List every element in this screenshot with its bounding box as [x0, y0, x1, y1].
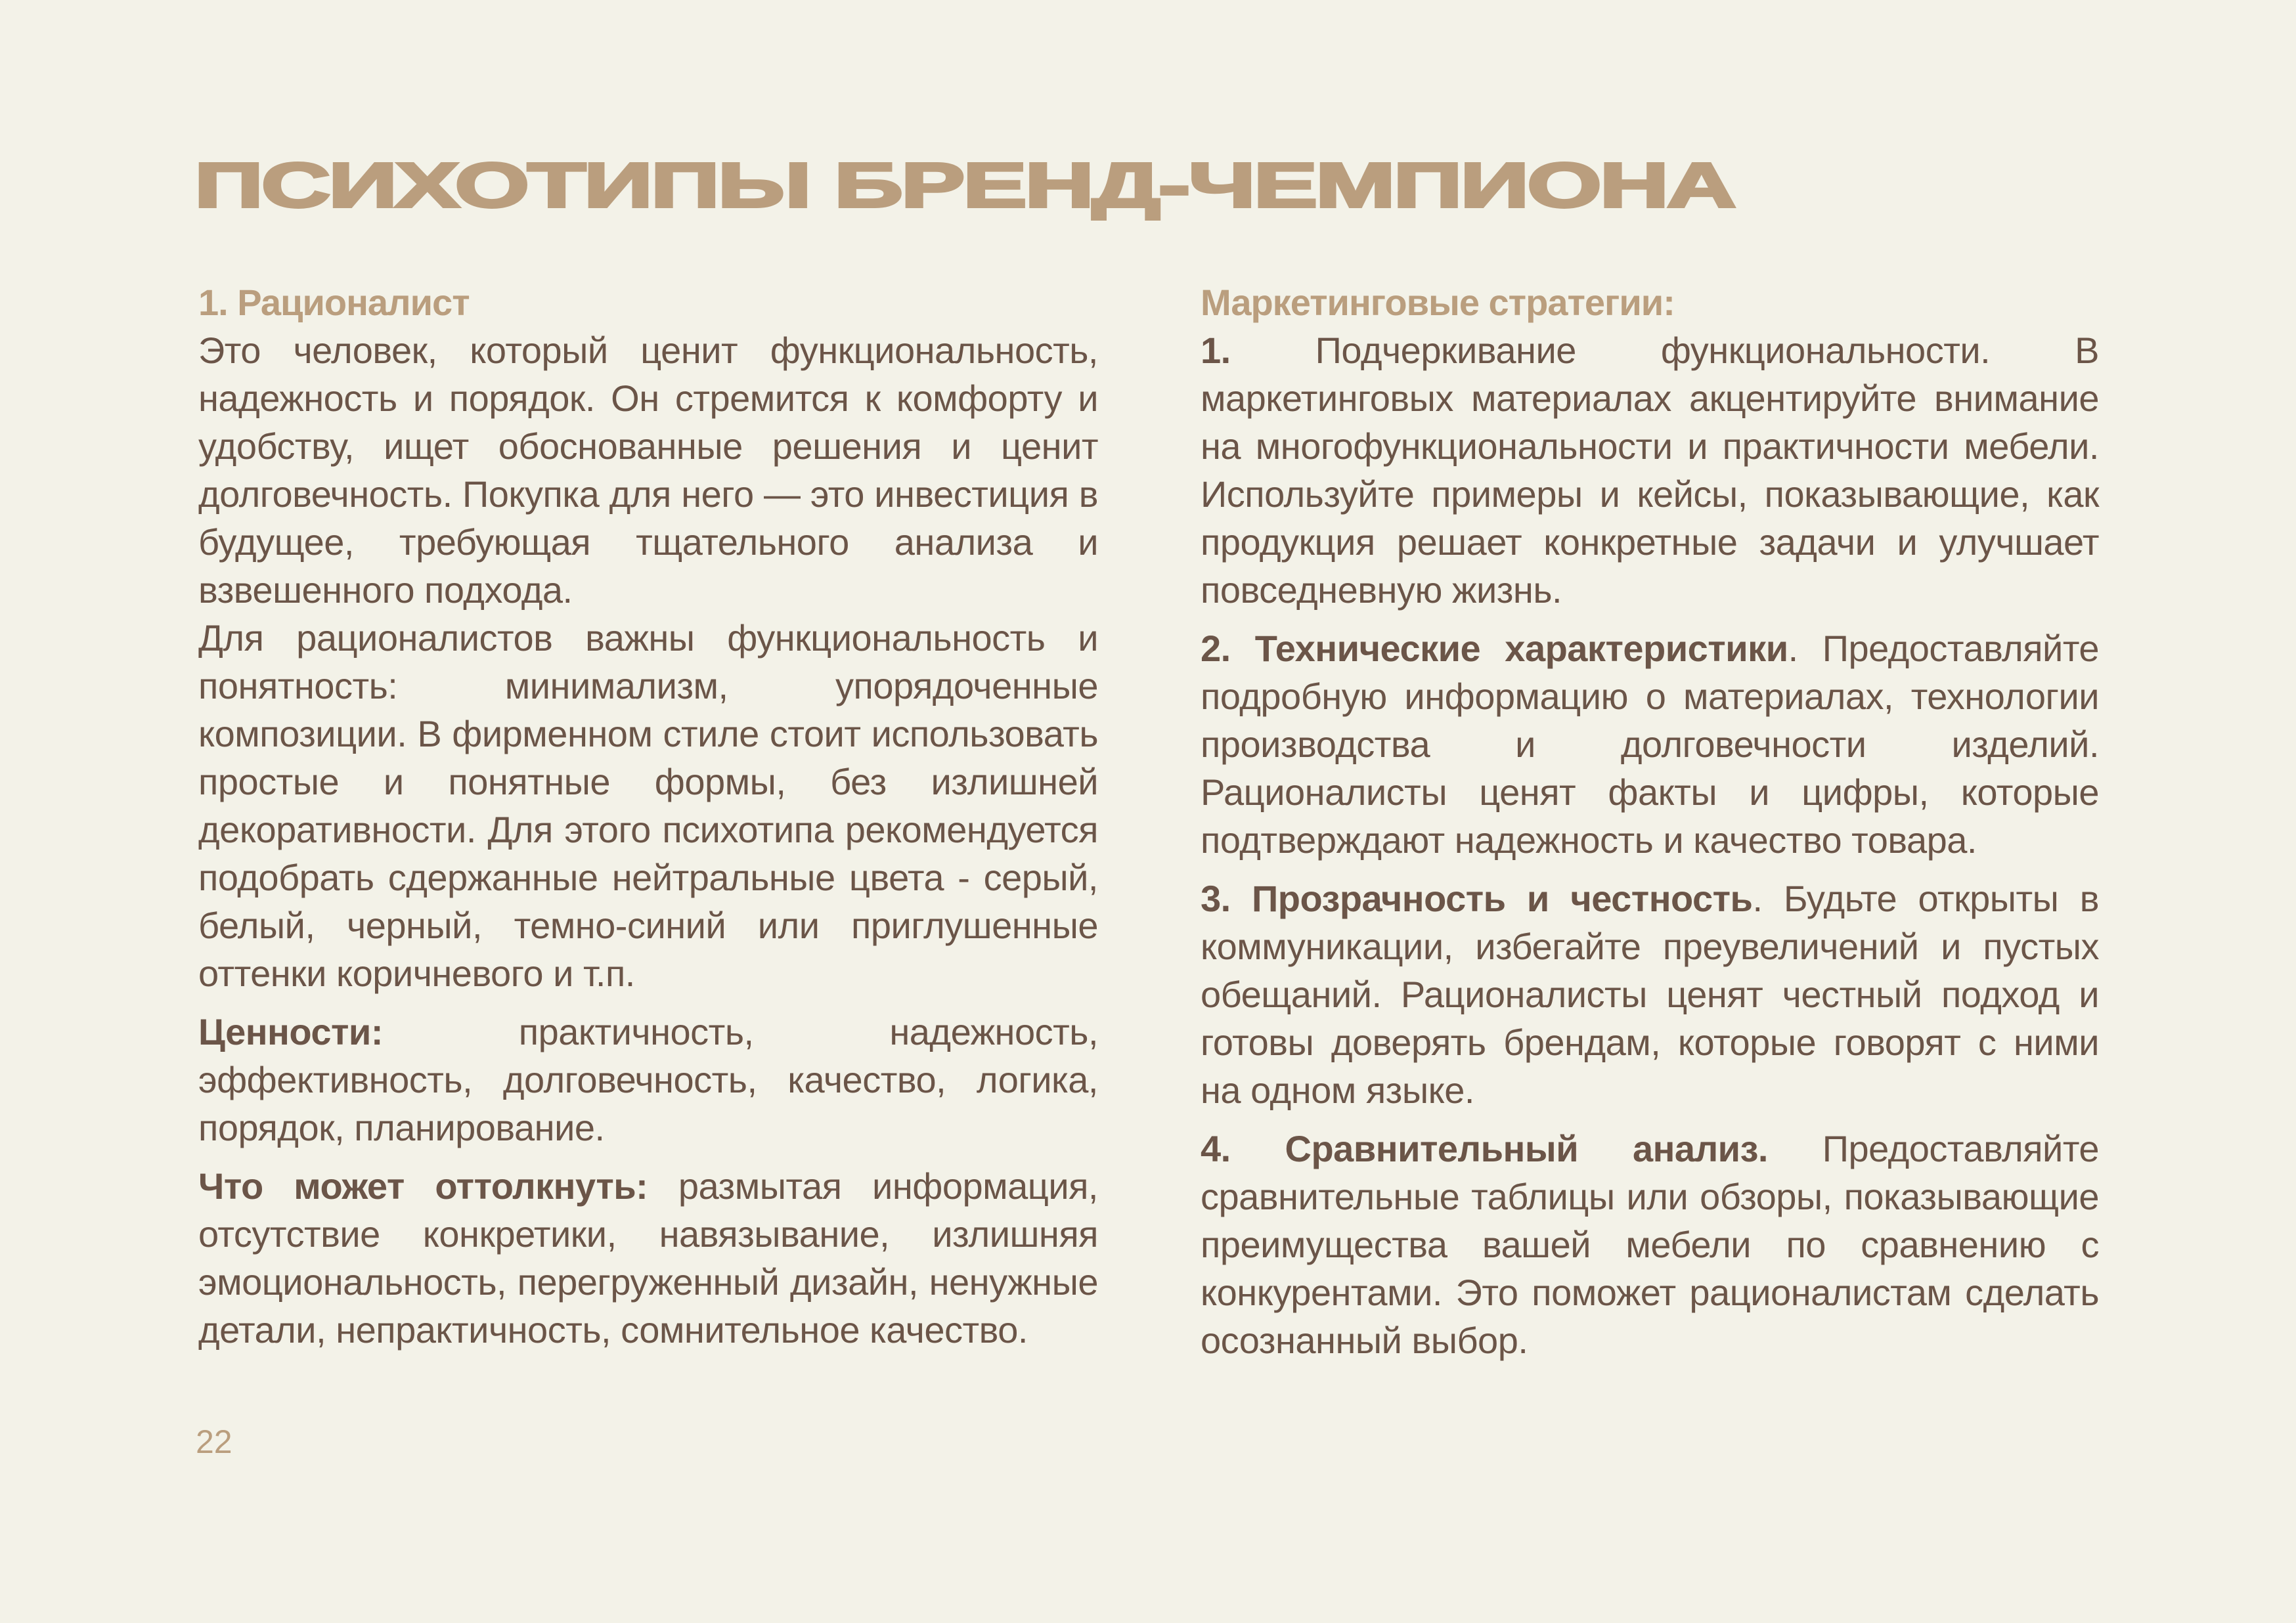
strategy-text: . Предоставляйте подробную информацию о материалах, технологии производства и долговечности изделий. Рационалисты ценят факты и цифры, которые подтверждают надежность и качество товара. — [1201, 628, 2099, 861]
strategy-item — [1201, 624, 2099, 864]
page-title: ПСИХОТИПЫ БРЕНД-ЧЕМПИОНА — [194, 150, 1734, 221]
strategy-text: . Будьте открыты в коммуникации, избегайте преувеличений и пустых обещаний. Рационалисты ценят честный подход и готовы доверять брендам, которые говорят с ними на одном языке. — [1201, 878, 2099, 1111]
values-paragraph — [198, 1008, 1098, 1152]
strategy-text: Предоставляйте сравнительные таблицы или обзоры, показывающие преимущества вашей мебели по сравнению с конкурентами. Это поможет рационалистам сделать осознанный выбор. — [1201, 1128, 2099, 1361]
values-text: практичность, надежность, эффективность, долговечность, качество, логика, порядок, планирование. — [198, 1011, 1098, 1148]
page-number: 22 — [196, 1423, 232, 1460]
repels-paragraph — [198, 1162, 1098, 1354]
strategy-label: 3. Прозрачность и честность — [1201, 878, 1753, 919]
repels-text: размытая информация, отсутствие конкретики, навязывание, излишняя эмоциональность, перегруженный дизайн, ненужные детали, непрактичность, сомнительное качество. — [198, 1165, 1098, 1351]
style-paragraph: Для рационалистов важны функциональность и понятность: минимализм, упорядоченные композиции. В фирменном стиле стоит использовать простые и понятные формы, без излишней декоративности. Для этого психотипа рекомендуется подобрать сдержанные нейтральные цвета - серый, белый, черный, темно-синий или приглушенные оттенки коричневого и т.п. — [198, 617, 1098, 994]
right-column — [1201, 278, 2099, 1364]
strategy-label: 2. Технические характеристики — [1201, 628, 1788, 669]
left-column — [198, 278, 1098, 1354]
psychotype-heading: 1. Рационалист — [198, 282, 470, 323]
strategy-item — [1201, 1125, 2099, 1364]
strategy-label: 4. Сравнительный анализ. — [1201, 1128, 1768, 1169]
values-label: Ценности: — [198, 1011, 383, 1052]
description-paragraph: Это человек, который ценит функциональность, надежность и порядок. Он стремится к комфорту и удобству, ищет обоснованные решения и ценит долговечность. Покупка для него — это инвестиция в будущее, требующая тщательного анализа и взвешенного подхода. — [198, 330, 1098, 611]
strategy-item — [1201, 326, 2099, 614]
strategy-item — [1201, 875, 2099, 1114]
strategy-text: Подчеркивание функциональности. В маркетинговых материалах акцентируйте внимание на многофункциональности и практичности мебели. Используйте примеры и кейсы, показывающие, как продукция решает конкретные задачи и улучшает повседневную жизнь. — [1201, 330, 2099, 611]
strategy-label: 1. — [1201, 330, 1231, 371]
strategies-heading: Маркетинговые стратегии: — [1201, 282, 1675, 323]
repels-label: Что может оттолкнуть: — [198, 1165, 648, 1207]
